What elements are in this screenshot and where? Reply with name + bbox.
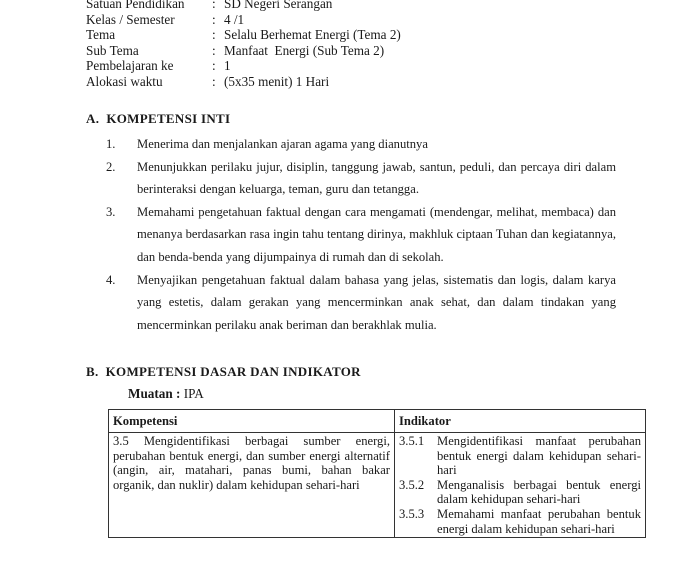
header-row-tema — [86, 27, 401, 43]
header-label: Pembelajaran ke — [86, 58, 174, 74]
header-row-alokasi — [86, 74, 401, 90]
header-row-pembelajaran — [86, 58, 401, 74]
section-heading-kompetensi-inti: A. KOMPETENSI INTI — [86, 111, 231, 126]
header-separator: : — [212, 42, 216, 58]
list-item-number: 3. — [106, 204, 116, 219]
list-item-text: Menerima dan menjalankan ajaran agama yang dianutnya — [137, 137, 428, 151]
list-item-number: 4. — [106, 272, 116, 287]
header-label: Kelas / Semester — [86, 11, 175, 27]
header-label: Alokasi waktu — [86, 73, 163, 89]
header-value: (5x35 menit) 1 Hari — [224, 73, 330, 89]
column-header-kompetensi: Kompetensi — [109, 410, 395, 433]
header-label: Sub Tema — [86, 42, 139, 58]
table-row — [109, 433, 646, 538]
section-heading-kompetensi-dasar: B. KOMPETENSI DASAR DAN INDIKATOR — [86, 364, 361, 379]
list-item — [106, 201, 616, 269]
kompetensi-inti-list — [106, 133, 616, 336]
list-item-number: 1. — [106, 137, 116, 151]
header-separator: : — [212, 27, 216, 43]
kompetensi-cell: 3.5 Mengidentifikasi berbagai sumber energi, perubahan bentuk energi, dan sumber energi alternatif (angin, air, matahari, panas bumi, bahan bakar organik, dan nuklir) dalam kehidupan sehari-hari — [109, 433, 395, 538]
header-value: SD Negeri Serangan — [224, 0, 333, 11]
indikator-text: Memahami manfaat perubahan bentuk energi dalam kehidupan sehari-hari — [437, 506, 641, 536]
header-value: Manfaat Energi (Sub Tema 2) — [224, 42, 385, 58]
list-item-number: 2. — [106, 159, 116, 174]
header-separator: : — [212, 73, 216, 89]
indikator-item — [399, 434, 641, 478]
header-row-satuan — [86, 0, 401, 12]
indikator-cell — [395, 433, 646, 538]
list-item — [106, 156, 616, 201]
list-item — [106, 133, 616, 156]
indikator-number: 3.5.2 — [399, 477, 425, 492]
indikator-number: 3.5.3 — [399, 506, 425, 521]
header-label: Satuan Pendidikan — [86, 0, 185, 11]
indikator-item — [399, 478, 641, 507]
list-item-text: Memahami pengetahuan faktual dengan cara mengamati (mendengar, melihat, membaca) dan menanya berdasarkan rasa ingin tahu tentang dirinya, makhluk ciptaan Tuhan dan kegiatannya, dan benda-benda yang dijumpainya di rumah dan di sekolah. — [137, 204, 616, 264]
indikator-text: Mengidentifikasi manfaat perubahan bentuk energi dalam kehidupan sehari-hari — [437, 434, 641, 478]
header-value: Selalu Berhemat Energi (Tema 2) — [224, 27, 401, 43]
header-separator: : — [212, 58, 216, 74]
list-item-text: Menyajikan pengetahuan faktual dalam bahasa yang jelas, sistematis dan logis, dalam karya yang estetis, dalam gerakan yang mencerminkan anak sehat, dan dalam tindakan yang mencerminkan perilaku anak beriman dan berakhlak mulia. — [137, 272, 616, 332]
header-separator: : — [212, 0, 216, 11]
indikator-item — [399, 507, 641, 536]
indikator-text: Menganalisis berbagai bentuk energi dalam kehidupan sehari-hari — [437, 477, 641, 507]
kompetensi-indikator-table — [108, 409, 646, 538]
muatan-value: IPA — [180, 386, 204, 401]
header-row-subtema — [86, 43, 401, 59]
muatan-label: Muatan : — [128, 386, 181, 401]
column-header-indikator: Indikator — [395, 410, 646, 433]
header-label: Tema — [86, 27, 116, 43]
muatan-line — [128, 386, 204, 402]
list-item-text: Menunjukkan perilaku jujur, disiplin, tanggung jawab, santun, peduli, dan percaya diri dalam berinteraksi dengan keluarga, teman, guru dan tetangga. — [137, 159, 616, 197]
header-separator: : — [212, 11, 216, 27]
header-info — [86, 0, 401, 90]
header-value: 1 — [224, 58, 231, 74]
indikator-number: 3.5.1 — [399, 434, 425, 448]
header-row-kelas — [86, 12, 401, 28]
header-value: 4 /1 — [224, 11, 245, 27]
table-header-row — [109, 410, 646, 433]
list-item — [106, 269, 616, 337]
